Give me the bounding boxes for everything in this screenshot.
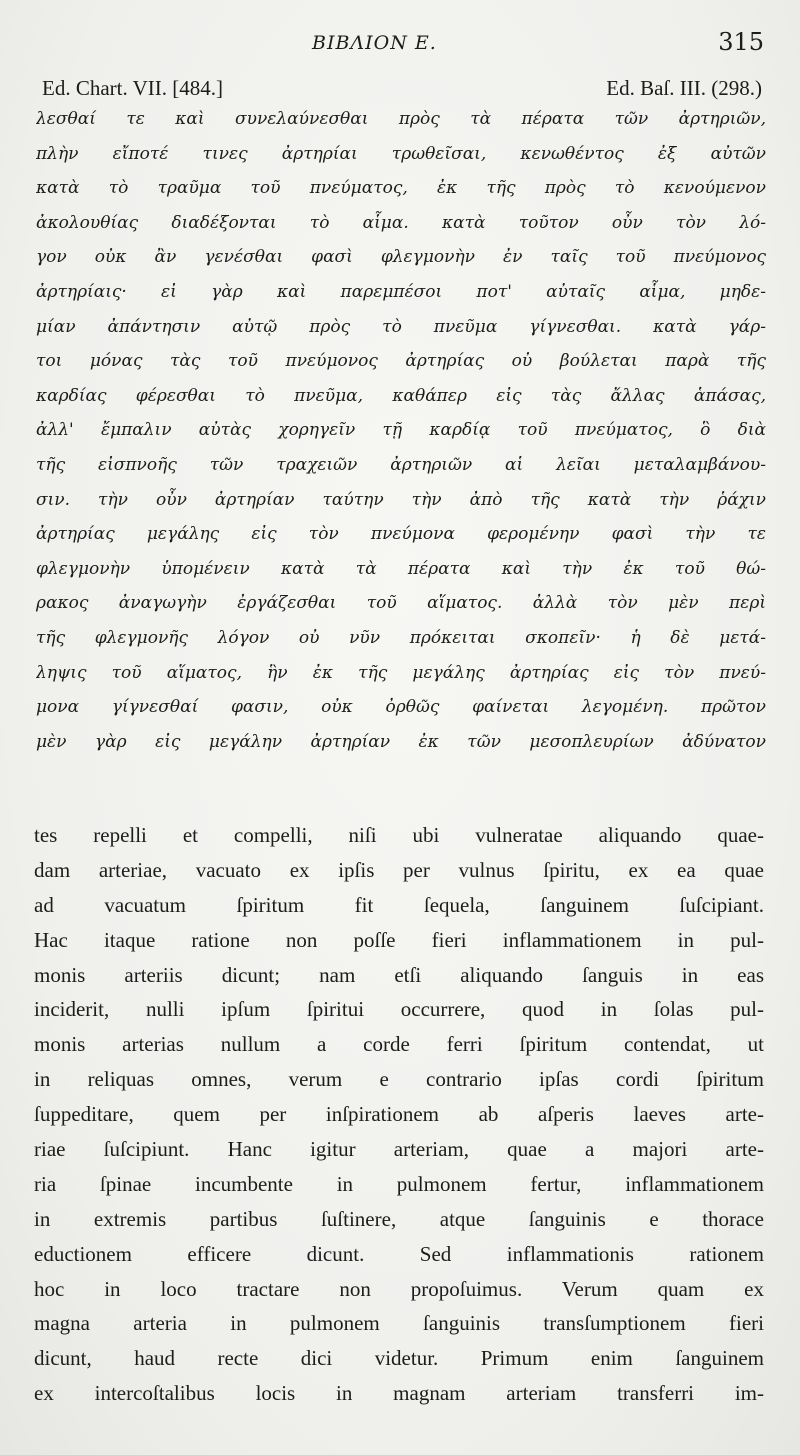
greek-text-line: μὲν γὰρ εἰς μεγάλην ἀρτηρίαν ἐκ τῶν μεσοπλευρίων ἀδύνατον: [36, 731, 766, 752]
book-title: BIBΛΙΟΝ E.: [312, 32, 437, 54]
latin-text-line: in reliquas omnes, verum e contrario ipſas cordi ſpiritum: [34, 1067, 764, 1092]
greek-text-line: ληψις τοῦ αἵματος, ἣν ἐκ τῆς μεγάλης ἀρτηρίας εἰς τὸν πνεύ-: [36, 662, 766, 683]
greek-text-line: λεσθαί τε καὶ συνελαύνεσθαι πρὸς τὰ πέρατα τῶν ἀρτηριῶν,: [36, 109, 766, 129]
greek-text-line: σιν. τὴν οὖν ἀρτηρίαν ταύτην τὴν ἀπὸ τῆς κατὰ τὴν ῥάχιν: [36, 489, 766, 510]
latin-text-line: inciderit, nulli ipſum ſpiritui occurrere, quod in ſolas pul-: [34, 997, 764, 1022]
latin-text-block: [34, 818, 764, 1411]
latin-text-line: dicunt, haud recte dici videtur. Primum enim ſanguinem: [34, 1346, 764, 1371]
greek-text-line: ἀρτηρίαις· εἰ γὰρ καὶ παρεμπέσοι ποτ' αὐταῖς αἷμα, μηδε-: [36, 281, 766, 302]
latin-text-line: dam arteriae, vacuato ex ipſis per vulnus ſpiritu, ex ea quae: [34, 857, 764, 882]
latin-text-line: ex intercoſtalibus locis in magnam arteriam transferri im-: [34, 1381, 764, 1406]
greek-text-line: μονα γίγνεσθαί φασιν, οὐκ ὀρθῶς φαίνεται λεγομένη. πρῶτον: [36, 697, 766, 718]
latin-text-line: magna arteria in pulmonem ſanguinis transſumptionem fieri: [34, 1311, 764, 1336]
greek-text-line: ρακος ἀναγωγὴν ἐργάζεσθαι τοῦ αἵματος. ἀλλὰ τὸν μὲν περὶ: [36, 593, 766, 614]
latin-text-line: riae ſuſcipiunt. Hanc igitur arteriam, quae a majori arte-: [34, 1137, 764, 1162]
latin-text-line: eductionem efficere dicunt. Sed inflammationis rationem: [34, 1241, 764, 1266]
greek-text-line: πλὴν εἴποτέ τινες ἀρτηρίαι τρωθεῖσαι, κενωθέντος ἐξ αὐτῶν: [36, 143, 766, 164]
latin-text-line: Hac itaque ratione non poſſe fieri inflammationem in pul-: [34, 927, 764, 952]
latin-text-line: in extremis partibus ſuſtinere, atque ſanguinis e thorace: [34, 1206, 764, 1231]
latin-text-line: tes repelli et compelli, niſi ubi vulneratae aliquando quae-: [34, 823, 764, 847]
latin-text-line: hoc in loco tractare non propoſuimus. Verum quam ex: [34, 1276, 764, 1301]
latin-text-line: ria ſpinae incumbente in pulmonem fertur, inflammationem: [34, 1171, 764, 1196]
page-number: 315: [718, 28, 764, 56]
latin-text-line: ad vacuatum ſpiritum fit ſequela, ſanguinem ſuſcipiant.: [34, 892, 764, 917]
latin-text-line: ſuppeditare, quem per inſpirationem ab aſperis laeves arte-: [34, 1102, 764, 1127]
greek-text-line: ἀλλ' ἔμπαλιν αὐτὰς χορηγεῖν τῇ καρδίᾳ τοῦ πνεύματος, ὃ διὰ: [36, 420, 766, 441]
latin-text-line: monis arterias nullum a corde ferri ſpiritum contendat, ut: [34, 1032, 764, 1057]
latin-text-line: monis arteriis dicunt; nam etſi aliquando ſanguis in eas: [34, 962, 764, 987]
greek-text-block: [36, 102, 766, 759]
greek-text-line: ἀρτηρίας μεγάλης εἰς τὸν πνεύμονα φερομένην φασὶ τὴν τε: [36, 524, 766, 545]
running-head: [0, 28, 800, 62]
greek-text-line: τοι μόνας τὰς τοῦ πνεύμονος ἀρτηρίας οὐ βούλεται παρὰ τῆς: [36, 351, 766, 372]
greek-text-line: ἀκολουθίας διαδέξονται τὸ αἷμα. κατὰ τοῦτον οὖν τὸν λό-: [36, 212, 766, 233]
greek-text-line: τῆς φλεγμονῆς λόγον οὐ νῦν πρόκειται σκοπεῖν· ἡ δὲ μετά-: [36, 627, 766, 648]
edition-basel-reference: Ed. Baſ. III. (298.): [606, 76, 762, 100]
greek-text-line: καρδίας φέρεσθαι τὸ πνεῦμα, καθάπερ εἰς τὰς ἄλλας ἁπάσας,: [36, 385, 766, 406]
edition-references: [0, 76, 800, 102]
greek-text-line: φλεγμονὴν ὑπομένειν κατὰ τὰ πέρατα καὶ τὴν ἐκ τοῦ θώ-: [36, 558, 766, 579]
greek-text-line: τῆς εἰσπνοῆς τῶν τραχειῶν ἀρτηριῶν αἱ λεῖαι μεταλαμβάνου-: [36, 454, 766, 475]
greek-text-line: κατὰ τὸ τραῦμα τοῦ πνεύματος, ἐκ τῆς πρὸς τὸ κενούμενον: [36, 178, 766, 199]
greek-text-line: γον οὐκ ἂν γενέσθαι φασὶ φλεγμονὴν ἐν ταῖς τοῦ πνεύμονος: [36, 247, 766, 268]
edition-chartier-reference: Ed. Chart. VII. [484.]: [42, 76, 223, 100]
greek-text-line: μίαν ἀπάντησιν αὐτῷ πρὸς τὸ πνεῦμα γίγνεσθαι. κατὰ γάρ-: [36, 316, 766, 337]
